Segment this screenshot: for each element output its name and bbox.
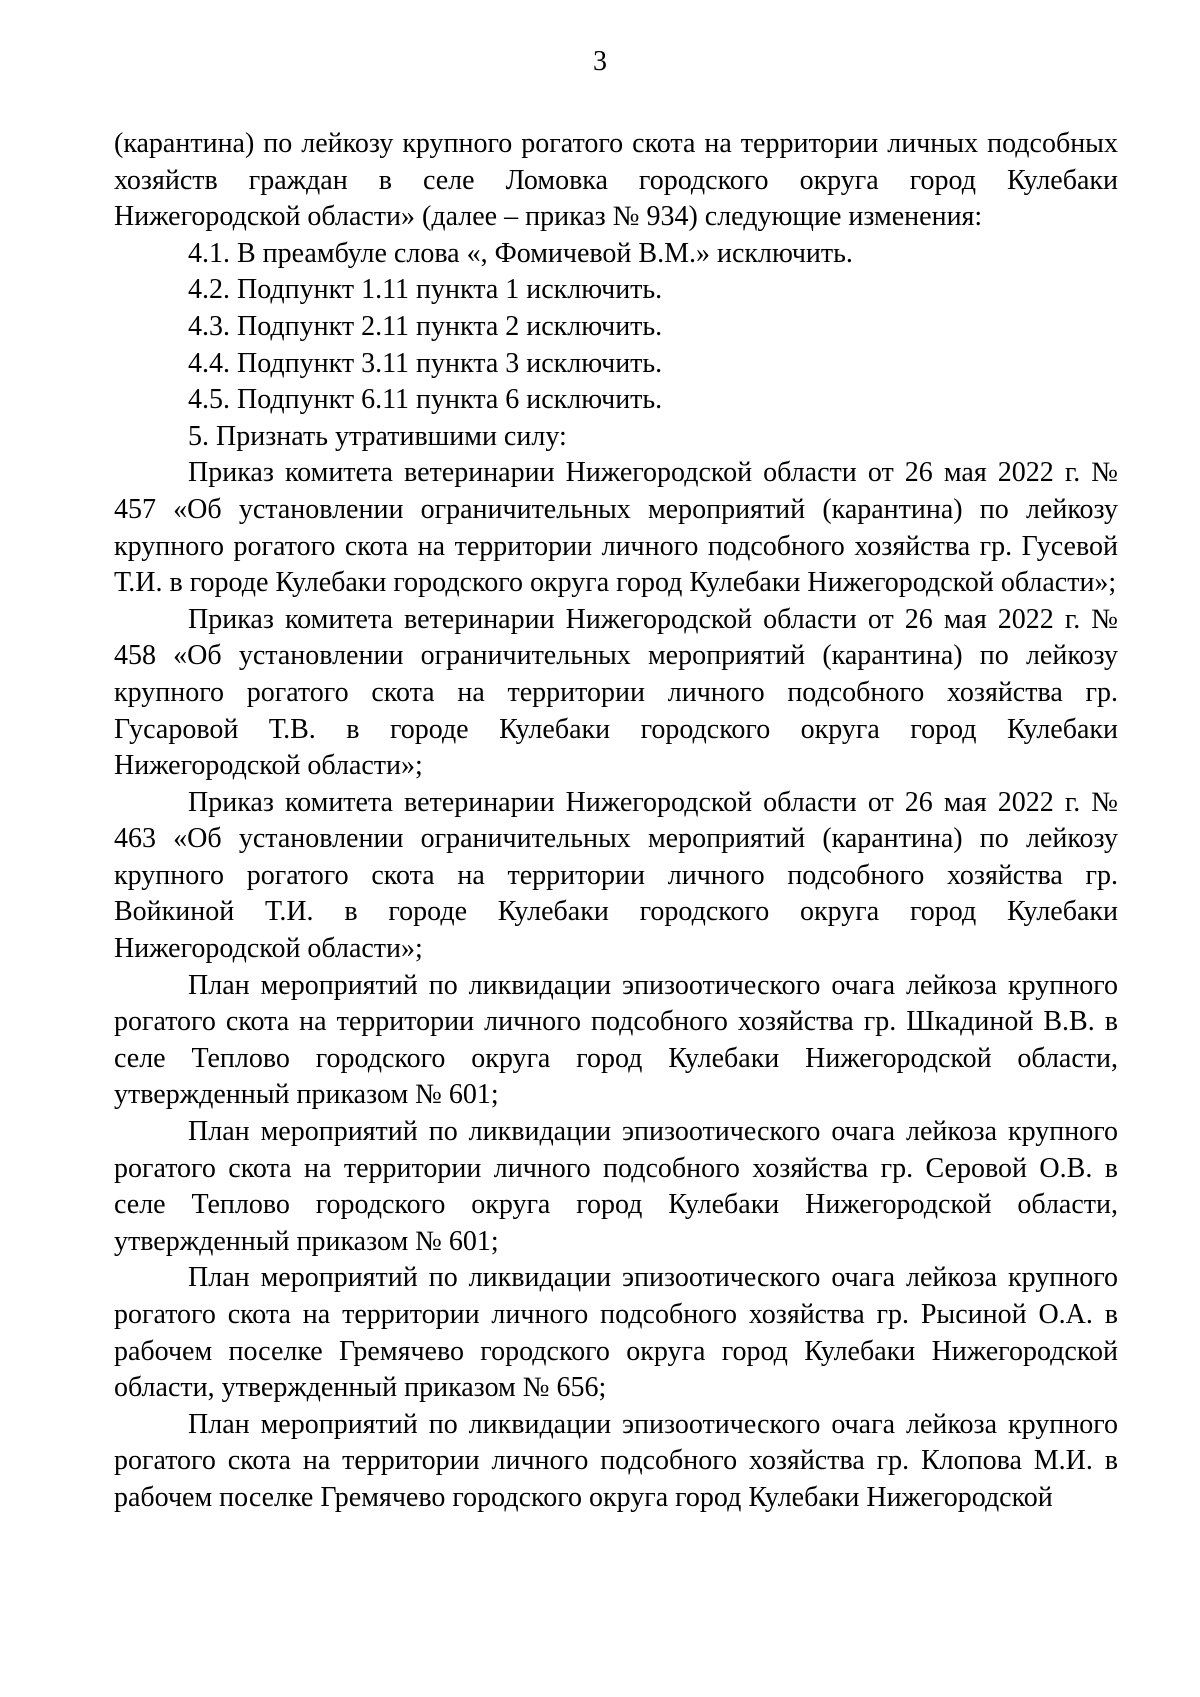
paragraph-4-2: 4.2. Подпункт 1.11 пункта 1 исключить.: [188, 274, 663, 306]
paragraph-continuation: (карантина) по лейкозу крупного рогатого скота на территории личных подсобных хозяйств граждан в селе Ломовка городского округа город Кулебаки Нижегородской области» (далее – приказ № 934) следующие изменения:: [114, 128, 1118, 233]
paragraph-plan-klopov: План мероприятий по ликвидации эпизоотического очага лейкоза крупного рогатого скота на территории личного подсобного хозяйства гр. Клопова М.И. в рабочем поселке Гремячево городского округа город Кулебаки Нижегородской: [114, 1408, 1118, 1513]
document-body: [114, 126, 1118, 1517]
paragraph-5: 5. Признать утратившими силу:: [188, 420, 567, 452]
paragraph-plan-serova: План мероприятий по ликвидации эпизоотического очага лейкоза крупного рогатого скота на территории личного подсобного хозяйства гр. Серовой О.В. в селе Теплово городского округа город Кулебаки Нижегородской области, утвержденный приказом № 601;: [114, 1116, 1118, 1257]
paragraph-4-1: 4.1. В преамбуле слова «, Фомичевой В.М.» исключить.: [188, 237, 853, 269]
paragraph-4-3: 4.3. Подпункт 2.11 пункта 2 исключить.: [188, 310, 663, 342]
page-number: 3: [593, 46, 607, 77]
paragraph-order-463: Приказ комитета ветеринарии Нижегородской области от 26 мая 2022 г. № 463 «Об установлении ограничительных мероприятий (карантина) по лейкозу крупного рогатого скота на территории личного подсобного хозяйства гр. Войкиной Т.И. в городе Кулебаки городского округа город Кулебаки Нижегородской области»;: [114, 786, 1118, 965]
paragraph-plan-shkadina: План мероприятий по ликвидации эпизоотического очага лейкоза крупного рогатого скота на территории личного подсобного хозяйства гр. Шкадиной В.В. в селе Теплово городского округа город Кулебаки Нижегородской области, утвержденный приказом № 601;: [114, 969, 1118, 1111]
paragraph-order-458: Приказ комитета ветеринарии Нижегородской области от 26 мая 2022 г. № 458 «Об установлении ограничительных мероприятий (карантина) по лейкозу крупного рогатого скота на территории личного подсобного хозяйства гр. Гусаровой Т.В. в городе Кулебаки городского округа город Кулебаки Нижегородской области»;: [114, 603, 1118, 782]
paragraph-4-5: 4.5. Подпункт 6.11 пункта 6 исключить.: [188, 384, 663, 416]
paragraph-order-457: Приказ комитета ветеринарии Нижегородской области от 26 мая 2022 г. № 457 «Об установлении ограничительных мероприятий (карантина) по лейкозу крупного рогатого скота на территории личного подсобного хозяйства гр. Гусевой Т.И. в городе Кулебаки городского округа город Кулебаки Нижегородской области»;: [114, 457, 1118, 599]
paragraph-plan-rysina: План мероприятий по ликвидации эпизоотического очага лейкоза крупного рогатого скота на территории личного подсобного хозяйства гр. Рысиной О.А. в рабочем поселке Гремячево городского округа город Кулебаки Нижегородской области, утвержденный приказом № 656;: [114, 1262, 1118, 1404]
paragraph-4-4: 4.4. Подпункт 3.11 пункта 3 исключить.: [188, 347, 663, 379]
